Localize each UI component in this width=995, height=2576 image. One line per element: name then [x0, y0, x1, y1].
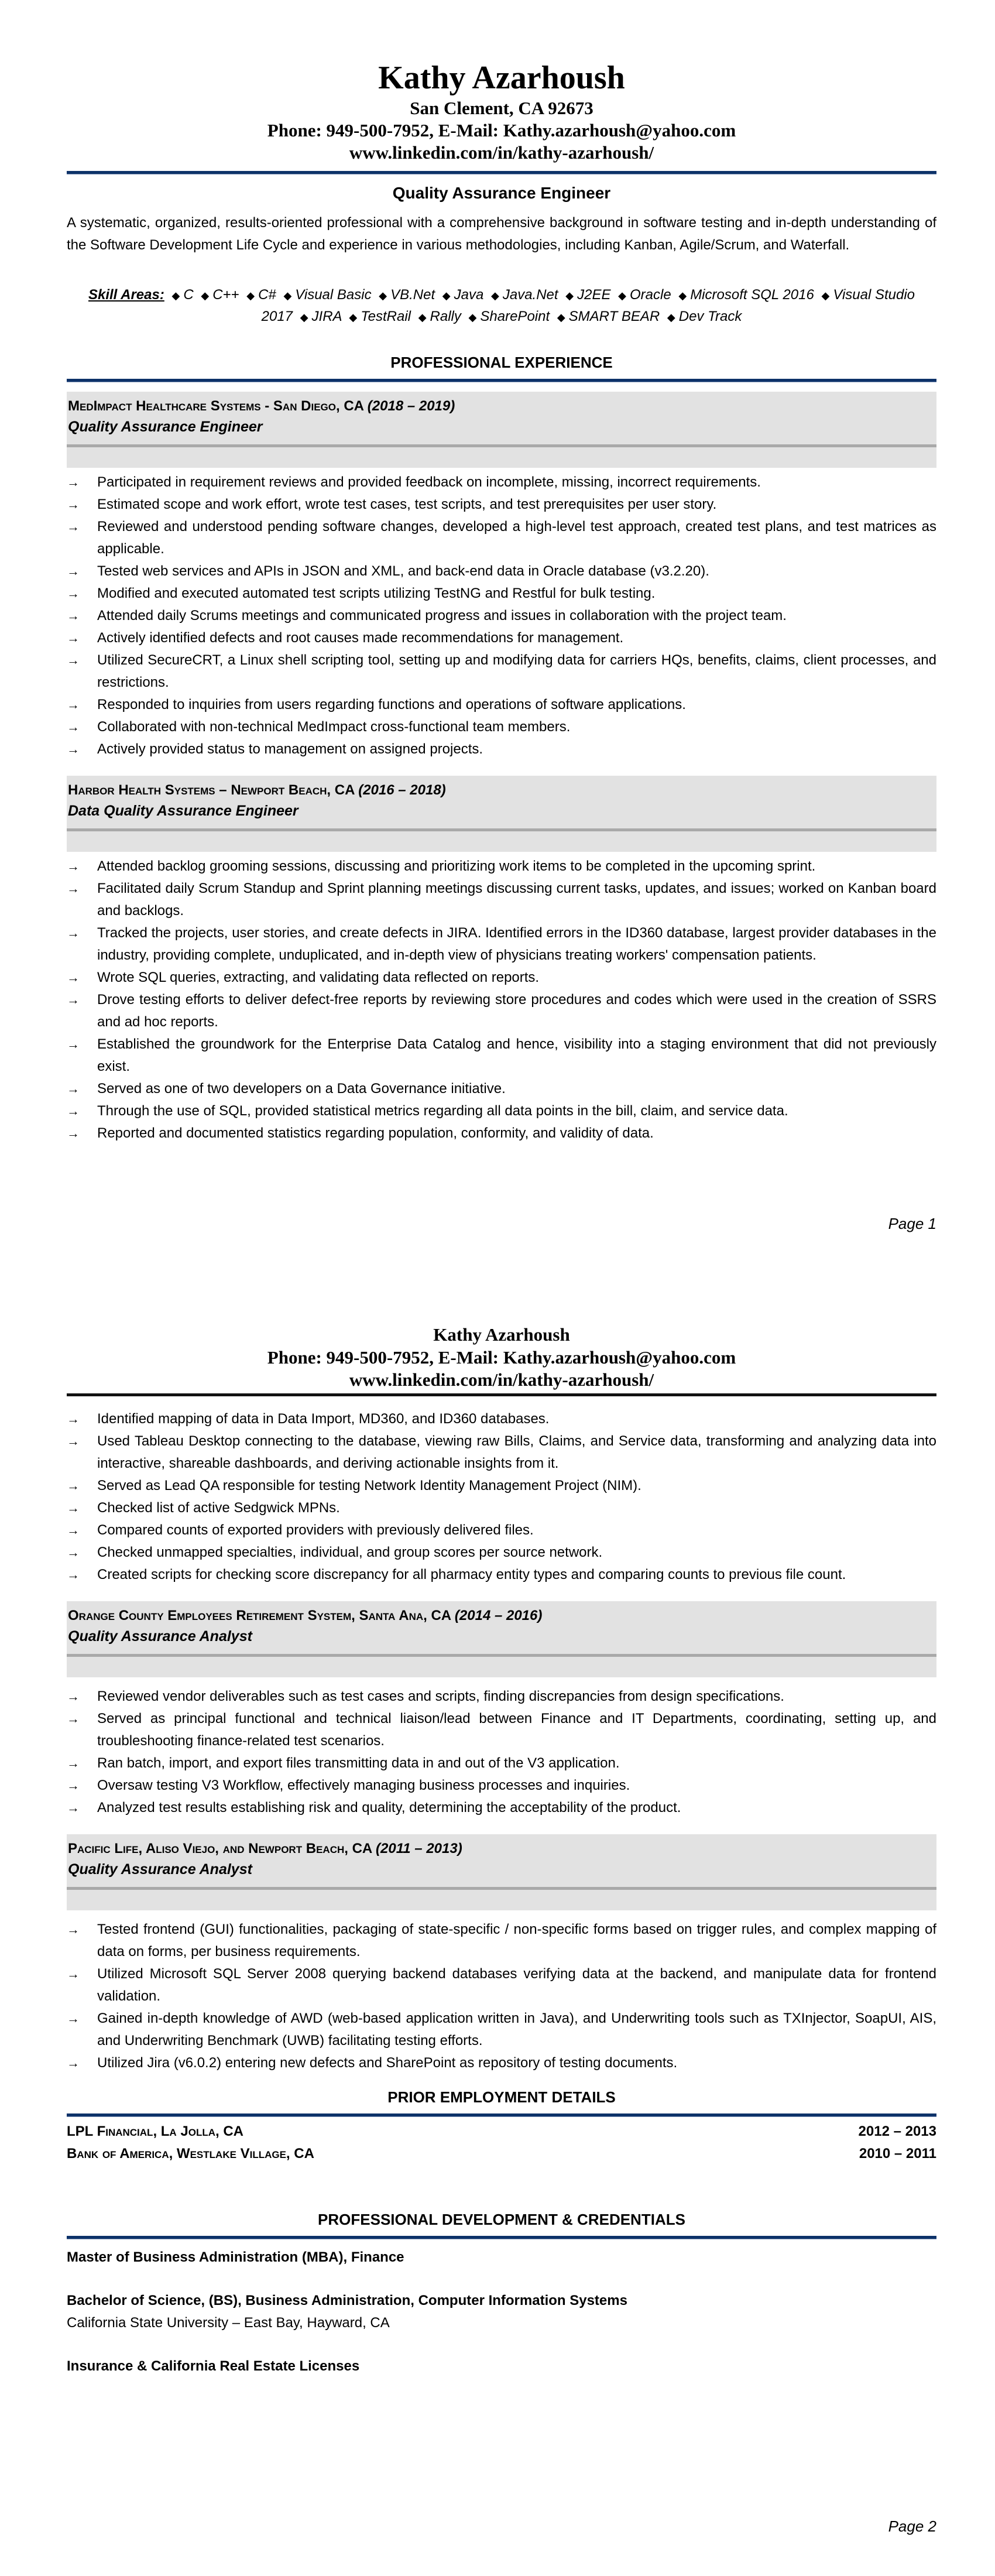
skill-item: Microsoft SQL 2016: [690, 287, 814, 303]
arrow-bullet-icon: →: [67, 1434, 80, 1448]
bullet-text: Reviewed vendor deliverables such as test cases and scripts, finding discrepancies from design specifications.: [97, 1688, 784, 1704]
credential-title: Insurance & California Real Estate Licenses: [67, 2358, 360, 2374]
arrow-bullet-icon: →: [67, 1037, 80, 1051]
bullet-item: [67, 878, 936, 922]
section-title-experience: PROFESSIONAL EXPERIENCE: [390, 354, 613, 371]
bullet-item: [67, 1708, 936, 1752]
prior-employment-list: [67, 2121, 936, 2165]
header-divider: [67, 1393, 936, 1396]
header-divider: [67, 171, 936, 174]
arrow-bullet-icon: →: [67, 1523, 80, 1537]
resume-page-2: [0, 1323, 995, 2576]
bullet-item: [67, 922, 936, 967]
bullet-text: Reviewed and understood pending software changes, developed a high-level test approach, created test plans, and test matrices as applicable.: [97, 519, 936, 557]
prior-company: LPL Financial, La Jolla, CA: [67, 2123, 243, 2139]
job-role: Quality Assurance Analyst: [68, 1861, 252, 1878]
skill-item: JIRA: [311, 309, 342, 324]
job-role: Quality Assurance Analyst: [68, 1628, 252, 1645]
job-dates: (2011 – 2013): [376, 1841, 462, 1856]
bullet-item: [67, 1686, 936, 1708]
bullet-text: Wrote SQL queries, extracting, and validating data reflected on reports.: [97, 970, 540, 985]
diamond-separator-icon: ◆: [557, 311, 565, 323]
skill-item: SMART BEAR: [568, 309, 660, 324]
skill-item: J2EE: [577, 287, 611, 303]
bullet-item: [67, 1775, 936, 1797]
skill-item: Rally: [430, 309, 461, 324]
bullet-text: Utilized Microsoft SQL Server 2008 querying backend databases verifying data at the backend, and manipulate data for frontend validation.: [97, 1966, 936, 2004]
skill-item: SharePoint: [480, 309, 550, 324]
job-bullets: [67, 1919, 936, 2074]
bullet-text: Checked unmapped specialties, individual, and group scores per source network.: [97, 1544, 603, 1560]
bullet-item: [67, 1408, 936, 1430]
bullet-item: [67, 1519, 936, 1542]
skill-item: Dev Track: [678, 309, 742, 324]
diamond-separator-icon: ◆: [201, 290, 210, 302]
bullet-text: Attended daily Scrums meetings and communicated progress and issues in collaboration with the project team.: [97, 608, 787, 624]
resume-page-1: [0, 59, 995, 1300]
bullet-item: [67, 1430, 936, 1475]
job-role: Quality Assurance Engineer: [68, 419, 263, 435]
bullet-text: Tracked the projects, user stories, and create defects in JIRA. Identified errors in the ID360 database, largest provider databases in the industry, providing complete, unduplicated, and in-depth view of physicians treating workers' compensation patients.: [97, 925, 936, 963]
arrow-bullet-icon: →: [67, 1756, 80, 1770]
credential-title: Master of Business Administration (MBA), Finance: [67, 2249, 404, 2265]
bullet-text: Utilized Jira (v6.0.2) entering new defects and SharePoint as repository of testing documents.: [97, 2055, 678, 2071]
arrow-bullet-icon: →: [67, 1126, 80, 1140]
experience-divider: [67, 379, 936, 382]
bullet-item: [67, 1752, 936, 1775]
job-bullets-continued: [67, 1408, 936, 1586]
section-title-credentials: PROFESSIONAL DEVELOPMENT & CREDENTIALS: [318, 2211, 685, 2228]
skill-item: Visual Studio 2017: [261, 287, 915, 324]
prior-divider: [67, 2113, 936, 2117]
bullet-item: [67, 989, 936, 1033]
candidate-name: Kathy Azarhoush: [433, 1324, 570, 1345]
skill-item: C#: [258, 287, 276, 303]
headline: Quality Assurance Engineer: [392, 184, 611, 202]
prior-employment-row: [67, 2121, 936, 2143]
arrow-bullet-icon: →: [67, 1412, 80, 1426]
arrow-bullet-icon: →: [67, 1567, 80, 1582]
prior-dates: 2012 – 2013: [858, 2123, 936, 2139]
job-divider: [67, 1654, 936, 1657]
job-company: Pacific Life, Aliso Viejo, and Newport Beach, CA: [68, 1841, 372, 1856]
bullet-text: Utilized SecureCRT, a Linux shell scripting tool, setting up and modifying data for carriers HQs, benefits, claims, client processes, and restrictions.: [97, 652, 936, 690]
job-bullets: [67, 471, 936, 761]
arrow-bullet-icon: →: [67, 926, 80, 940]
bullet-item: [67, 516, 936, 560]
job-header: [67, 776, 936, 852]
job-bullets: [67, 855, 936, 1145]
prior-company: Bank of America, Westlake Village, CA: [67, 2146, 314, 2161]
diamond-separator-icon: ◆: [618, 290, 626, 302]
arrow-bullet-icon: →: [67, 564, 80, 578]
bullet-text: Identified mapping of data in Data Import, MD360, and ID360 databases.: [97, 1411, 550, 1427]
bullet-text: Estimated scope and work effort, wrote test cases, test scripts, and test prerequisites per user story.: [97, 496, 717, 512]
bullet-item: [67, 494, 936, 516]
arrow-bullet-icon: →: [67, 475, 80, 489]
bullet-text: Served as one of two developers on a Data Governance initiative.: [97, 1081, 506, 1097]
credentials-divider: [67, 2236, 936, 2239]
bullet-text: Attended backlog grooming sessions, discussing and prioritizing work items to be completed in the upcoming sprint.: [97, 858, 816, 874]
bullet-item: [67, 1497, 936, 1519]
skill-item: Java: [454, 287, 484, 303]
bullet-text: Collaborated with non-technical MedImpact cross-functional team members.: [97, 719, 571, 735]
job-dates: (2014 – 2016): [454, 1608, 543, 1623]
section-title-prior: PRIOR EMPLOYMENT DETAILS: [387, 2088, 616, 2106]
job-header: [67, 1834, 936, 1910]
bullet-item: [67, 2008, 936, 2052]
bullet-item: [67, 1122, 936, 1145]
bullet-item: [67, 583, 936, 605]
credential-title: Bachelor of Science, (BS), Business Administration, Computer Information Systems: [67, 2293, 627, 2308]
prior-employment-row: [67, 2143, 936, 2165]
skill-item: VB.Net: [390, 287, 435, 303]
arrow-bullet-icon: →: [67, 1545, 80, 1560]
bullet-text: Used Tableau Desktop connecting to the database, viewing raw Bills, Claims, and Service data, transforming and analyzing data into interactive, shareable dashboards, and deriving actionable insights from it.: [97, 1433, 936, 1471]
job-company: Harbor Health Systems – Newport Beach, CA: [68, 782, 355, 798]
skill-item: C++: [212, 287, 239, 303]
bullet-item: [67, 605, 936, 627]
job-dates: (2016 – 2018): [358, 782, 446, 798]
candidate-contact: Phone: 949-500-7952, E-Mail: Kathy.azarhoush@yahoo.com: [267, 120, 736, 141]
job-role: Data Quality Assurance Engineer: [68, 803, 298, 819]
arrow-bullet-icon: →: [67, 608, 80, 623]
job-ocers: [67, 1601, 936, 1819]
credential-item: [67, 2246, 936, 2269]
bullet-text: Created scripts for checking score discrepancy for all pharmacy entity types and comparing counts to previous file count.: [97, 1567, 846, 1582]
job-medimpact: [67, 392, 936, 761]
diamond-separator-icon: ◆: [246, 290, 255, 302]
candidate-linkedin[interactable]: www.linkedin.com/in/kathy-azarhoush/: [349, 142, 654, 163]
arrow-bullet-icon: →: [67, 631, 80, 645]
job-harbor-health: [67, 776, 936, 1145]
bullet-text: Modified and executed automated test scripts utilizing TestNG and Restful for bulk testing.: [97, 585, 656, 601]
bullet-item: [67, 1963, 936, 2008]
bullet-item: [67, 471, 936, 494]
arrow-bullet-icon: →: [67, 1501, 80, 1515]
bullet-text: Facilitated daily Scrum Standup and Sprint planning meetings discussing current tasks, updates, and issues; worked on Kanban board and backlogs.: [97, 881, 936, 919]
diamond-separator-icon: ◆: [667, 311, 675, 323]
bullet-text: Oversaw testing V3 Workflow, effectively managing business processes and inquiries.: [97, 1777, 630, 1793]
arrow-bullet-icon: →: [67, 1081, 80, 1096]
diamond-separator-icon: ◆: [491, 290, 499, 302]
page-number: Page 1: [888, 1215, 936, 1232]
skill-item: Oracle: [629, 287, 671, 303]
prior-dates: 2010 – 2011: [859, 2146, 936, 2161]
credential-item: [67, 2290, 936, 2334]
job-divider: [67, 1887, 936, 1890]
diamond-separator-icon: ◆: [418, 311, 427, 323]
candidate-contact: Phone: 949-500-7952, E-Mail: Kathy.azarhoush@yahoo.com: [267, 1347, 736, 1368]
skill-areas: [67, 285, 936, 328]
job-header: [67, 1601, 936, 1677]
bullet-text: Ran batch, import, and export files transmitting data in and out of the V3 application.: [97, 1755, 620, 1771]
arrow-bullet-icon: →: [67, 519, 80, 534]
skill-item: Visual Basic: [295, 287, 372, 303]
resume-header-continued: [67, 1323, 936, 1391]
diamond-separator-icon: ◆: [468, 311, 477, 323]
job-company: MedImpact Healthcare Systems - San Diego, CA: [68, 398, 364, 414]
diamond-separator-icon: ◆: [821, 290, 830, 302]
bullet-item: [67, 1797, 936, 1819]
skill-item: C: [183, 287, 194, 303]
bullet-text: Analyzed test results establishing risk and quality, determining the acceptability of the product.: [97, 1800, 681, 1815]
bullet-item: [67, 560, 936, 583]
arrow-bullet-icon: →: [67, 653, 80, 667]
skill-item: Java.Net: [502, 287, 558, 303]
arrow-bullet-icon: →: [67, 1104, 80, 1118]
bullet-item: [67, 1564, 936, 1586]
bullet-text: Served as principal functional and technical liaison/lead between Finance and IT Departments, coordinating, setting up, and troubleshooting finance-related test scenarios.: [97, 1711, 936, 1749]
skills-label: Skill Areas:: [88, 287, 164, 303]
arrow-bullet-icon: →: [67, 1711, 80, 1726]
arrow-bullet-icon: →: [67, 720, 80, 734]
arrow-bullet-icon: →: [67, 1922, 80, 1937]
bullet-text: Tested web services and APIs in JSON and XML, and back-end data in Oracle database (v3.2.20).: [97, 563, 709, 579]
arrow-bullet-icon: →: [67, 1967, 80, 1981]
bullet-text: Reported and documented statistics regarding population, conformity, and validity of data.: [97, 1125, 654, 1141]
arrow-bullet-icon: →: [67, 1689, 80, 1704]
summary: A systematic, organized, results-oriented professional with a comprehensive background in software testing and in-depth understanding of the Software Development Life Cycle and experience in various methodologies, including Kanban, Agile/Scrum, and Waterfall.: [67, 215, 936, 253]
arrow-bullet-icon: →: [67, 497, 80, 512]
bullet-item: [67, 1033, 936, 1078]
bullet-text: Tested frontend (GUI) functionalities, packaging of state-specific / non-specific forms based on trigger rules, and complex mapping of data on forms, per business requirements.: [97, 1921, 936, 1960]
job-divider: [67, 444, 936, 447]
bullet-item: [67, 694, 936, 716]
job-divider: [67, 828, 936, 831]
bullet-item: [67, 738, 936, 761]
diamond-separator-icon: ◆: [300, 311, 308, 323]
bullet-item: [67, 627, 936, 649]
skill-item: TestRail: [361, 309, 411, 324]
candidate-name: Kathy Azarhoush: [378, 60, 625, 96]
job-bullets: [67, 1686, 936, 1819]
arrow-bullet-icon: →: [67, 970, 80, 985]
bullet-text: Drove testing efforts to deliver defect-free reports by reviewing store procedures and codes which were used in the creation of SSRS and ad hoc reports.: [97, 992, 936, 1030]
page-number: Page 2: [888, 2517, 936, 2535]
job-dates: (2018 – 2019): [367, 398, 455, 414]
diamond-separator-icon: ◆: [283, 290, 292, 302]
credential-detail: California State University – East Bay, Hayward, CA: [67, 2315, 390, 2331]
bullet-text: Checked list of active Sedgwick MPNs.: [97, 1500, 340, 1516]
credentials-list: [67, 2246, 936, 2378]
diamond-separator-icon: ◆: [678, 290, 687, 302]
arrow-bullet-icon: →: [67, 1478, 80, 1493]
resume-header: [67, 59, 936, 164]
arrow-bullet-icon: →: [67, 859, 80, 873]
job-header: [67, 392, 936, 468]
diamond-separator-icon: ◆: [349, 311, 358, 323]
bullet-text: Participated in requirement reviews and provided feedback on incomplete, missing, incorrect requirements.: [97, 474, 761, 490]
credential-item: [67, 2355, 936, 2378]
candidate-linkedin[interactable]: www.linkedin.com/in/kathy-azarhoush/: [349, 1369, 654, 1390]
diamond-separator-icon: ◆: [442, 290, 451, 302]
bullet-text: Responded to inquiries from users regarding functions and operations of software applications.: [97, 697, 686, 712]
bullet-item: [67, 1919, 936, 1963]
arrow-bullet-icon: →: [67, 992, 80, 1007]
bullet-text: Actively identified defects and root causes made recommendations for management.: [97, 630, 624, 646]
bullet-text: Actively provided status to management on assigned projects.: [97, 741, 483, 757]
bullet-item: [67, 716, 936, 738]
diamond-separator-icon: ◆: [171, 290, 180, 302]
job-company: Orange County Employees Retirement System, Santa Ana, CA: [68, 1608, 451, 1623]
bullet-item: [67, 1542, 936, 1564]
bullet-text: Through the use of SQL, provided statistical metrics regarding all data points in the bill, claim, and service data.: [97, 1103, 788, 1119]
arrow-bullet-icon: →: [67, 697, 80, 712]
bullet-item: [67, 1100, 936, 1122]
bullet-text: Compared counts of exported providers with previously delivered files.: [97, 1522, 534, 1538]
bullet-item: [67, 1475, 936, 1497]
bullet-text: Gained in-depth knowledge of AWD (web-based application written in Java), and Underwriting tools such as TXInjector, SoapUI, AIS, and Underwriting Benchmark (UWB) facilitating testing efforts.: [97, 2010, 936, 2049]
bullet-item: [67, 1078, 936, 1100]
arrow-bullet-icon: →: [67, 2011, 80, 2026]
arrow-bullet-icon: →: [67, 1778, 80, 1793]
skills-list: [168, 287, 915, 324]
bullet-item: [67, 967, 936, 989]
job-pacific-life: [67, 1834, 936, 2074]
bullet-item: [67, 855, 936, 878]
arrow-bullet-icon: →: [67, 1800, 80, 1815]
arrow-bullet-icon: →: [67, 586, 80, 601]
bullet-text: Served as Lead QA responsible for testing Network Identity Management Project (NIM).: [97, 1478, 641, 1493]
diamond-separator-icon: ◆: [565, 290, 574, 302]
arrow-bullet-icon: →: [67, 881, 80, 896]
bullet-item: [67, 649, 936, 694]
arrow-bullet-icon: →: [67, 2056, 80, 2070]
diamond-separator-icon: ◆: [379, 290, 387, 302]
candidate-location: San Clement, CA 92673: [410, 98, 593, 118]
arrow-bullet-icon: →: [67, 742, 80, 756]
bullet-item: [67, 2052, 936, 2074]
bullet-text: Established the groundwork for the Enterprise Data Catalog and hence, visibility into a staging environment that did not previously exist.: [97, 1036, 936, 1074]
